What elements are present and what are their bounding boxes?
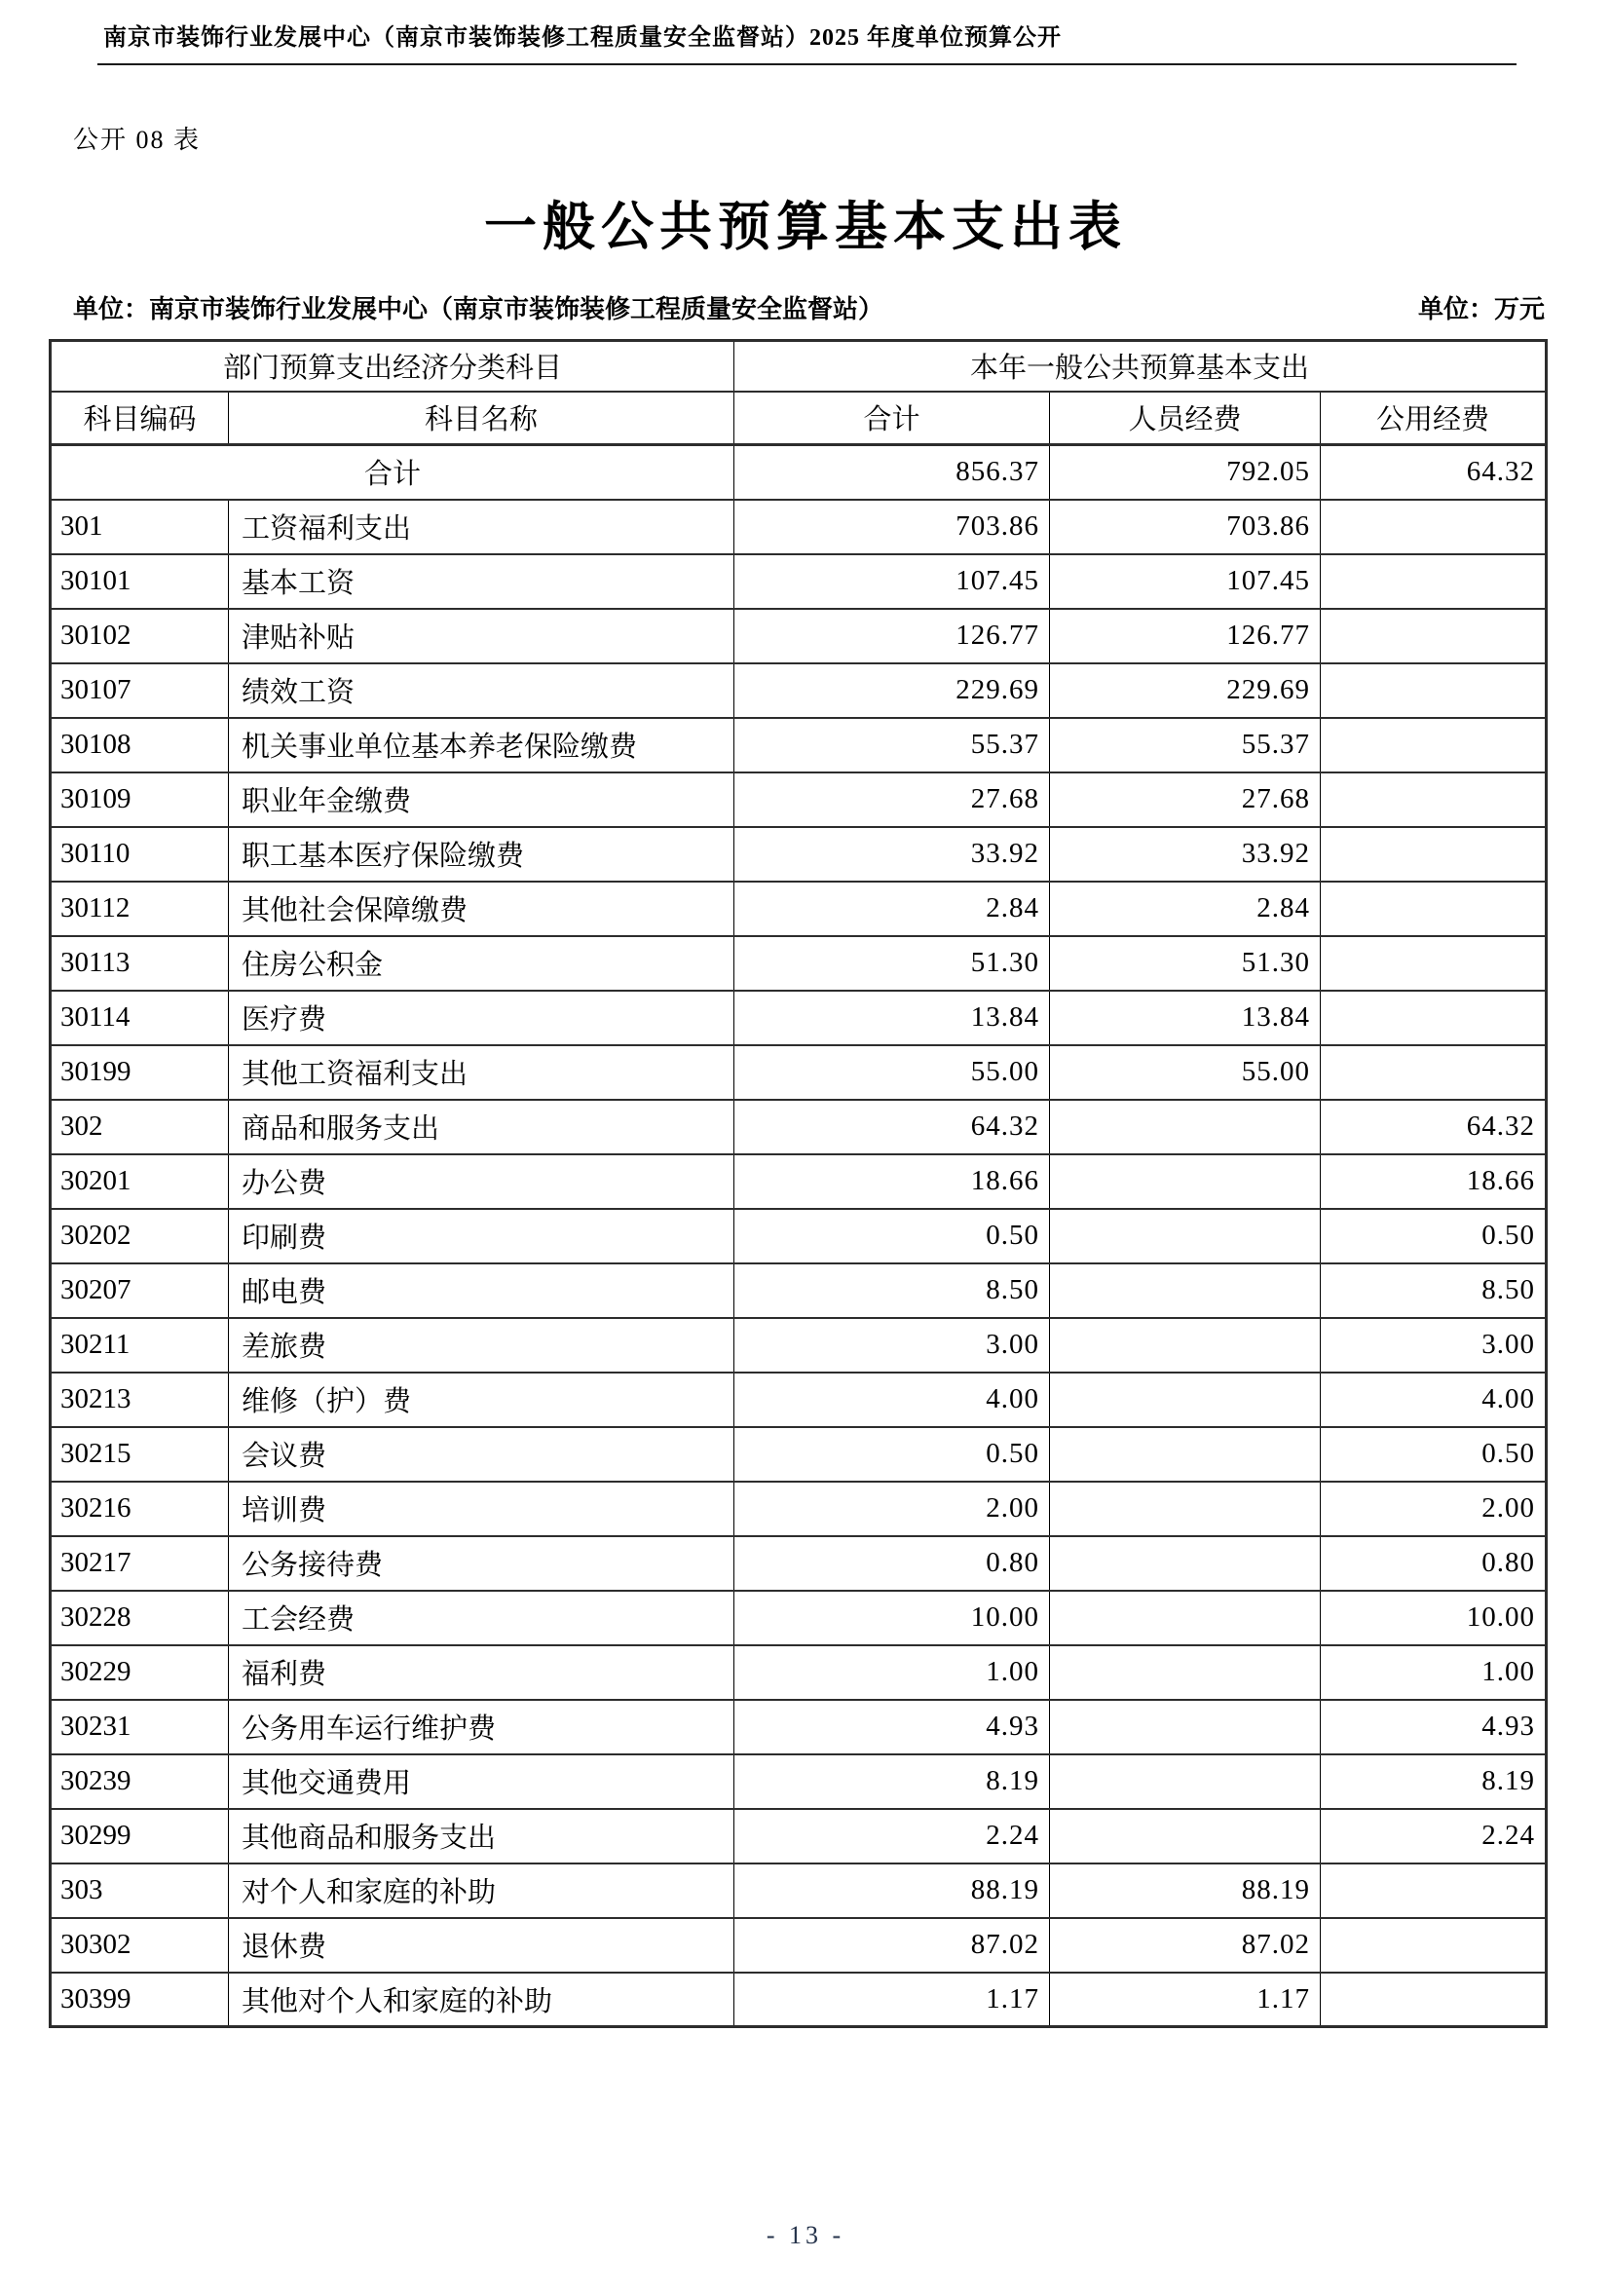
subject-name-cell: 工会经费 <box>229 1591 734 1645</box>
public-amount-cell <box>1321 663 1547 718</box>
subject-name-cell: 福利费 <box>229 1645 734 1700</box>
personnel-amount-cell <box>1050 1154 1321 1209</box>
grand-total-public-cell: 64.32 <box>1321 445 1547 500</box>
table-row <box>51 609 1547 663</box>
table-body <box>51 445 1547 2027</box>
form-number-label: 公开 08 表 <box>73 126 202 154</box>
subject-name-cell: 培训费 <box>229 1482 734 1536</box>
subject-name-cell: 公务接待费 <box>229 1536 734 1591</box>
personnel-amount-cell: 1.17 <box>1050 1973 1321 2027</box>
public-amount-cell: 2.24 <box>1321 1809 1547 1863</box>
subject-name-cell: 办公费 <box>229 1154 734 1209</box>
table-row <box>51 1863 1547 1918</box>
table-row <box>51 500 1547 554</box>
page-title: 一般公共预算基本支出表 <box>484 198 1127 256</box>
total-amount-cell: 8.19 <box>734 1754 1050 1809</box>
public-amount-cell: 2.00 <box>1321 1482 1547 1536</box>
group-header-expenditure: 本年一般公共预算基本支出 <box>734 341 1547 392</box>
column-header-personnel: 人员经费 <box>1050 392 1321 445</box>
subject-name-cell: 机关事业单位基本养老保险缴费 <box>229 718 734 772</box>
currency-unit-label: 单位：万元 <box>1417 295 1545 323</box>
subject-name-cell: 医疗费 <box>229 991 734 1045</box>
public-amount-cell <box>1321 554 1547 609</box>
subject-name-cell: 住房公积金 <box>229 936 734 991</box>
subject-code-cell: 301 <box>51 500 229 554</box>
table-row <box>51 1154 1547 1209</box>
total-amount-cell: 10.00 <box>734 1591 1050 1645</box>
table-row <box>51 1700 1547 1754</box>
subject-code-cell: 30211 <box>51 1318 229 1373</box>
total-amount-cell: 55.00 <box>734 1045 1050 1100</box>
total-amount-cell: 0.50 <box>734 1209 1050 1263</box>
grand-total-total-cell: 856.37 <box>734 445 1050 500</box>
table-row <box>51 1209 1547 1263</box>
public-amount-cell: 0.80 <box>1321 1536 1547 1591</box>
subject-code-cell: 30114 <box>51 991 229 1045</box>
public-amount-cell <box>1321 500 1547 554</box>
public-amount-cell: 4.93 <box>1321 1700 1547 1754</box>
personnel-amount-cell <box>1050 1754 1321 1809</box>
table-row <box>51 936 1547 991</box>
total-amount-cell: 2.24 <box>734 1809 1050 1863</box>
public-amount-cell: 8.19 <box>1321 1754 1547 1809</box>
personnel-amount-cell: 107.45 <box>1050 554 1321 609</box>
public-amount-cell: 3.00 <box>1321 1318 1547 1373</box>
public-amount-cell <box>1321 609 1547 663</box>
subject-name-cell: 商品和服务支出 <box>229 1100 734 1154</box>
personnel-amount-cell <box>1050 1591 1321 1645</box>
column-header-public: 公用经费 <box>1321 392 1547 445</box>
personnel-amount-cell: 55.37 <box>1050 718 1321 772</box>
public-amount-cell: 1.00 <box>1321 1645 1547 1700</box>
subject-code-cell: 30107 <box>51 663 229 718</box>
subject-code-cell: 30216 <box>51 1482 229 1536</box>
personnel-amount-cell <box>1050 1318 1321 1373</box>
table-row <box>51 1318 1547 1373</box>
total-amount-cell: 18.66 <box>734 1154 1050 1209</box>
public-amount-cell <box>1321 936 1547 991</box>
subject-name-cell: 会议费 <box>229 1427 734 1482</box>
subject-name-cell: 其他社会保障缴费 <box>229 882 734 936</box>
budget-table <box>49 339 1548 2028</box>
subject-code-cell: 30108 <box>51 718 229 772</box>
table-row <box>51 1427 1547 1482</box>
unit-name-label: 单位：南京市装饰行业发展中心（南京市装饰装修工程质量安全监督站） <box>73 295 884 323</box>
grand-total-row <box>51 445 1547 500</box>
public-amount-cell <box>1321 882 1547 936</box>
total-amount-cell: 4.00 <box>734 1373 1050 1427</box>
subject-name-cell: 维修（护）费 <box>229 1373 734 1427</box>
subject-name-cell: 其他商品和服务支出 <box>229 1809 734 1863</box>
table-row <box>51 1045 1547 1100</box>
public-amount-cell: 64.32 <box>1321 1100 1547 1154</box>
total-amount-cell: 703.86 <box>734 500 1050 554</box>
public-amount-cell: 10.00 <box>1321 1591 1547 1645</box>
table-row <box>51 772 1547 827</box>
subject-code-cell: 30207 <box>51 1263 229 1318</box>
public-amount-cell: 0.50 <box>1321 1209 1547 1263</box>
column-header-code: 科目编码 <box>51 392 229 445</box>
personnel-amount-cell <box>1050 1100 1321 1154</box>
public-amount-cell: 0.50 <box>1321 1427 1547 1482</box>
document-header: 南京市装饰行业发展中心（南京市装饰装修工程质量安全监督站）2025 年度单位预算公开 <box>97 18 1517 65</box>
total-amount-cell: 88.19 <box>734 1863 1050 1918</box>
public-amount-cell: 18.66 <box>1321 1154 1547 1209</box>
subject-code-cell: 30239 <box>51 1754 229 1809</box>
grand-total-personnel-cell: 792.05 <box>1050 445 1321 500</box>
total-amount-cell: 107.45 <box>734 554 1050 609</box>
table-row <box>51 1809 1547 1863</box>
subject-name-cell: 绩效工资 <box>229 663 734 718</box>
subject-code-cell: 30302 <box>51 1918 229 1973</box>
subject-code-cell: 30231 <box>51 1700 229 1754</box>
page-number: - 13 - <box>766 2221 845 2249</box>
public-amount-cell: 4.00 <box>1321 1373 1547 1427</box>
subject-code-cell: 30201 <box>51 1154 229 1209</box>
table-row <box>51 827 1547 882</box>
table-row <box>51 1754 1547 1809</box>
total-amount-cell: 1.00 <box>734 1645 1050 1700</box>
public-amount-cell <box>1321 827 1547 882</box>
total-amount-cell: 3.00 <box>734 1318 1050 1373</box>
personnel-amount-cell: 126.77 <box>1050 609 1321 663</box>
personnel-amount-cell: 2.84 <box>1050 882 1321 936</box>
public-amount-cell <box>1321 1973 1547 2027</box>
table-row <box>51 663 1547 718</box>
subject-name-cell: 公务用车运行维护费 <box>229 1700 734 1754</box>
public-amount-cell <box>1321 718 1547 772</box>
table-row <box>51 1263 1547 1318</box>
total-amount-cell: 13.84 <box>734 991 1050 1045</box>
table-row <box>51 1482 1547 1536</box>
subject-code-cell: 30113 <box>51 936 229 991</box>
subject-code-cell: 30228 <box>51 1591 229 1645</box>
personnel-amount-cell <box>1050 1482 1321 1536</box>
table-row <box>51 554 1547 609</box>
unit-info-row <box>73 289 1545 325</box>
table-row <box>51 1100 1547 1154</box>
subject-code-cell: 30399 <box>51 1973 229 2027</box>
total-amount-cell: 27.68 <box>734 772 1050 827</box>
total-amount-cell: 4.93 <box>734 1700 1050 1754</box>
subject-code-cell: 30202 <box>51 1209 229 1263</box>
subject-code-cell: 302 <box>51 1100 229 1154</box>
subject-name-cell: 津贴补贴 <box>229 609 734 663</box>
personnel-amount-cell: 88.19 <box>1050 1863 1321 1918</box>
total-amount-cell: 2.00 <box>734 1482 1050 1536</box>
subject-code-cell: 30199 <box>51 1045 229 1100</box>
subject-name-cell: 职业年金缴费 <box>229 772 734 827</box>
subject-code-cell: 30112 <box>51 882 229 936</box>
personnel-amount-cell: 55.00 <box>1050 1045 1321 1100</box>
personnel-amount-cell <box>1050 1209 1321 1263</box>
group-header-subjects: 部门预算支出经济分类科目 <box>51 341 734 392</box>
subject-name-cell: 基本工资 <box>229 554 734 609</box>
personnel-amount-cell: 27.68 <box>1050 772 1321 827</box>
subject-code-cell: 303 <box>51 1863 229 1918</box>
table-row <box>51 1591 1547 1645</box>
total-amount-cell: 51.30 <box>734 936 1050 991</box>
personnel-amount-cell <box>1050 1809 1321 1863</box>
public-amount-cell <box>1321 1918 1547 1973</box>
subject-code-cell: 30110 <box>51 827 229 882</box>
subject-name-cell: 差旅费 <box>229 1318 734 1373</box>
personnel-amount-cell: 87.02 <box>1050 1918 1321 1973</box>
subject-code-cell: 30215 <box>51 1427 229 1482</box>
subject-code-cell: 30299 <box>51 1809 229 1863</box>
personnel-amount-cell: 229.69 <box>1050 663 1321 718</box>
table-row <box>51 991 1547 1045</box>
subject-name-cell: 其他工资福利支出 <box>229 1045 734 1100</box>
personnel-amount-cell: 13.84 <box>1050 991 1321 1045</box>
column-header-total: 合计 <box>734 392 1050 445</box>
table-row <box>51 718 1547 772</box>
subject-name-cell: 对个人和家庭的补助 <box>229 1863 734 1918</box>
column-header-row <box>51 392 1547 445</box>
personnel-amount-cell <box>1050 1700 1321 1754</box>
personnel-amount-cell: 33.92 <box>1050 827 1321 882</box>
subject-code-cell: 30109 <box>51 772 229 827</box>
subject-code-cell: 30101 <box>51 554 229 609</box>
table-header <box>51 341 1547 445</box>
table-row <box>51 882 1547 936</box>
personnel-amount-cell <box>1050 1263 1321 1318</box>
subject-name-cell: 邮电费 <box>229 1263 734 1318</box>
column-header-name: 科目名称 <box>229 392 734 445</box>
personnel-amount-cell: 51.30 <box>1050 936 1321 991</box>
public-amount-cell <box>1321 1863 1547 1918</box>
public-amount-cell: 8.50 <box>1321 1263 1547 1318</box>
total-amount-cell: 8.50 <box>734 1263 1050 1318</box>
subject-code-cell: 30229 <box>51 1645 229 1700</box>
public-amount-cell <box>1321 772 1547 827</box>
subject-code-cell: 30217 <box>51 1536 229 1591</box>
total-amount-cell: 1.17 <box>734 1973 1050 2027</box>
public-amount-cell <box>1321 991 1547 1045</box>
personnel-amount-cell <box>1050 1536 1321 1591</box>
table-row <box>51 1373 1547 1427</box>
total-amount-cell: 64.32 <box>734 1100 1050 1154</box>
subject-code-cell: 30102 <box>51 609 229 663</box>
total-amount-cell: 55.37 <box>734 718 1050 772</box>
total-amount-cell: 33.92 <box>734 827 1050 882</box>
total-amount-cell: 126.77 <box>734 609 1050 663</box>
subject-name-cell: 印刷费 <box>229 1209 734 1263</box>
public-amount-cell <box>1321 1045 1547 1100</box>
subject-code-cell: 30213 <box>51 1373 229 1427</box>
table-row <box>51 1645 1547 1700</box>
total-amount-cell: 229.69 <box>734 663 1050 718</box>
table-row <box>51 1918 1547 1973</box>
personnel-amount-cell <box>1050 1373 1321 1427</box>
total-amount-cell: 0.50 <box>734 1427 1050 1482</box>
table-row <box>51 1536 1547 1591</box>
grand-total-label-cell: 合计 <box>51 445 734 500</box>
subject-name-cell: 工资福利支出 <box>229 500 734 554</box>
total-amount-cell: 87.02 <box>734 1918 1050 1973</box>
subject-name-cell: 退休费 <box>229 1918 734 1973</box>
subject-name-cell: 其他对个人和家庭的补助 <box>229 1973 734 2027</box>
total-amount-cell: 0.80 <box>734 1536 1050 1591</box>
personnel-amount-cell <box>1050 1427 1321 1482</box>
subject-name-cell: 职工基本医疗保险缴费 <box>229 827 734 882</box>
subject-name-cell: 其他交通费用 <box>229 1754 734 1809</box>
total-amount-cell: 2.84 <box>734 882 1050 936</box>
table-row <box>51 1973 1547 2027</box>
group-header-row <box>51 341 1547 392</box>
personnel-amount-cell: 703.86 <box>1050 500 1321 554</box>
personnel-amount-cell <box>1050 1645 1321 1700</box>
